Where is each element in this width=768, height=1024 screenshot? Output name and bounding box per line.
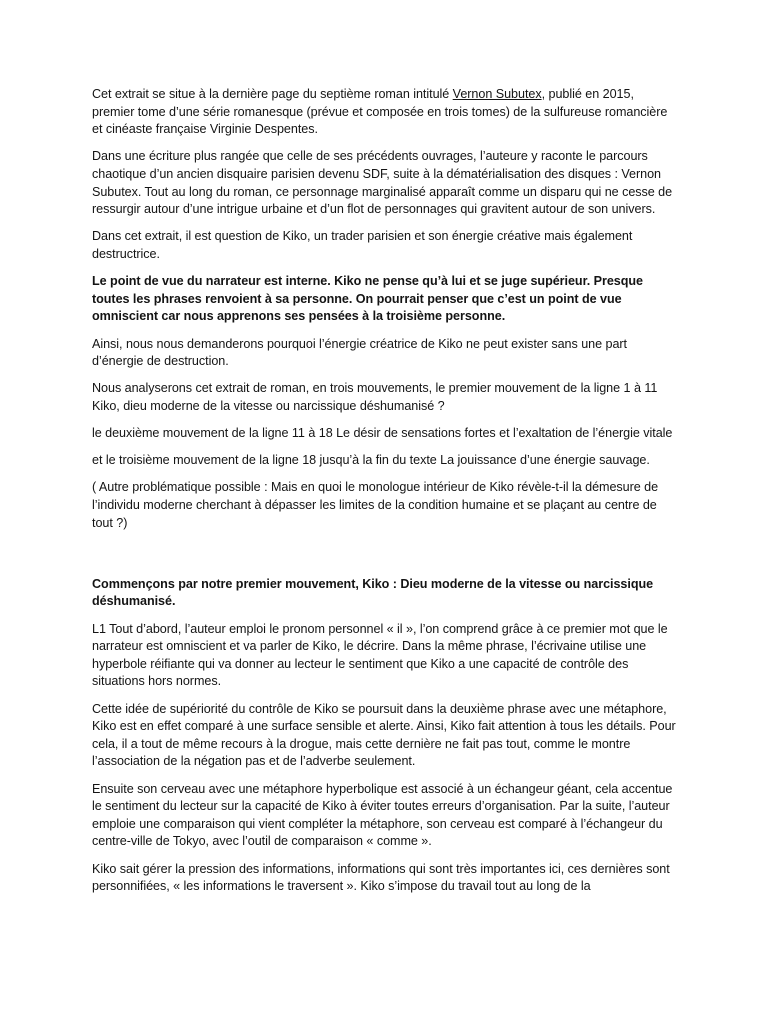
paragraph: L1 Tout d’abord, l’auteur emploi le pronom personnel « il », l’on comprend grâce à ce premier mot que le narrateur est omniscient et va parler de Kiko, le décrire. Dans la même phrase, l’écrivaine utilise une hyperbole réifiante qui va donner au lecteur le sentiment que Kiko a une capacité de contrôle des situations hors normes. — [92, 621, 668, 689]
paragraph: Nous analyserons cet extrait de roman, en trois mouvements, le premier mouvement de la ligne 1 à 11 Kiko, dieu moderne de la vitesse ou narcissique déshumanisé ? — [92, 381, 658, 413]
paragraph: et le troisième mouvement de la ligne 18 jusqu’à la fin du texte La jouissance d’une énergie sauvage. — [92, 453, 650, 468]
intro-paragraph — [92, 86, 677, 139]
paragraph: Kiko sait gérer la pression des informations, informations qui sont très importantes ici, ces dernières sont personnifiées, « les informations le traversent ». Kiko s’impose du travail tout au long de la — [92, 861, 670, 894]
paragraph: Cette idée de supériorité du contrôle de Kiko se poursuit dans la deuxième phrase avec une métaphore, Kiko est en effet comparé à une surface sensible et alerte. Ainsi, Kiko fait attention à tous les détails. Pour cela, il a tout de même recours à la drogue, mais cette dernière ne fait pas tout, comme le montre l’association de la négation pas et de l’adverbe seulement. — [92, 701, 676, 769]
spacer — [92, 542, 677, 576]
paragraph: ( Autre problématique possible : Mais en quoi le monologue intérieur de Kiko révèle-t-il la démesure de l’individu moderne cherchant à dépasser les limites de la condition humaine et se plaçant au centre de tout ?) — [92, 480, 659, 530]
section-heading: Commençons par notre premier mouvement, Kiko : Dieu moderne de la vitesse ou narcissique déshumanisé. — [92, 576, 654, 609]
document-page — [92, 86, 677, 905]
paragraph: le deuxième mouvement de la ligne 11 à 18 Le désir de sensations fortes et l’exaltation de l’énergie vitale — [92, 426, 673, 441]
paragraph: Ensuite son cerveau avec une métaphore hyperbolique est associé à un échangeur géant, cela accentue le sentiment du lecteur sur la capacité de Kiko à éviter toutes erreurs d’organisation. Par la suite, l’auteur emploie une comparaison qui vient compléter la métaphore, son cerveau est comparé à l’échangeur du centre-ville de Tokyo, avec l’outil de comparaison « comme ». — [92, 781, 673, 849]
intro-text-start: Cet extrait se situe à la dernière page du septième roman intitulé — [92, 87, 453, 101]
paragraph: Ainsi, nous nous demanderons pourquoi l’énergie créatrice de Kiko ne peut exister sans une part d’énergie de destruction. — [92, 336, 628, 369]
paragraph: Dans une écriture plus rangée que celle de ses précédents ouvrages, l’auteure y raconte le parcours chaotique d’un ancien disquaire parisien devenu SDF, suite à la dématérialisation des disques : Vernon Subutex. Tout au long du roman, ce personnage marginalisé apparaît comme un disparu qui ne cesse de ressurgir autour d’une intrigue urbaine et d’un flot de personnages qui gravitent autour de son univers. — [92, 149, 673, 217]
paragraph: Dans cet extrait, il est question de Kiko, un trader parisien et son énergie créative mais également destructrice. — [92, 229, 633, 261]
book-title: Vernon Subutex — [452, 87, 542, 101]
intro-text-end: , publié en 2015, premier tome d’une série romanesque (prévue et composée en trois tomes) de la sulfureuse romancière et cinéaste française Virginie Despentes. — [92, 87, 668, 137]
point-of-view-paragraph: Le point de vue du narrateur est interne. Kiko ne pense qu’à lui et se juge supérieur. Presque toutes les phrases renvoient à sa personne. On pourrait penser que c’est un point de vue omniscient car nous apprenons ses pensées à la troisième personne. — [92, 274, 643, 324]
